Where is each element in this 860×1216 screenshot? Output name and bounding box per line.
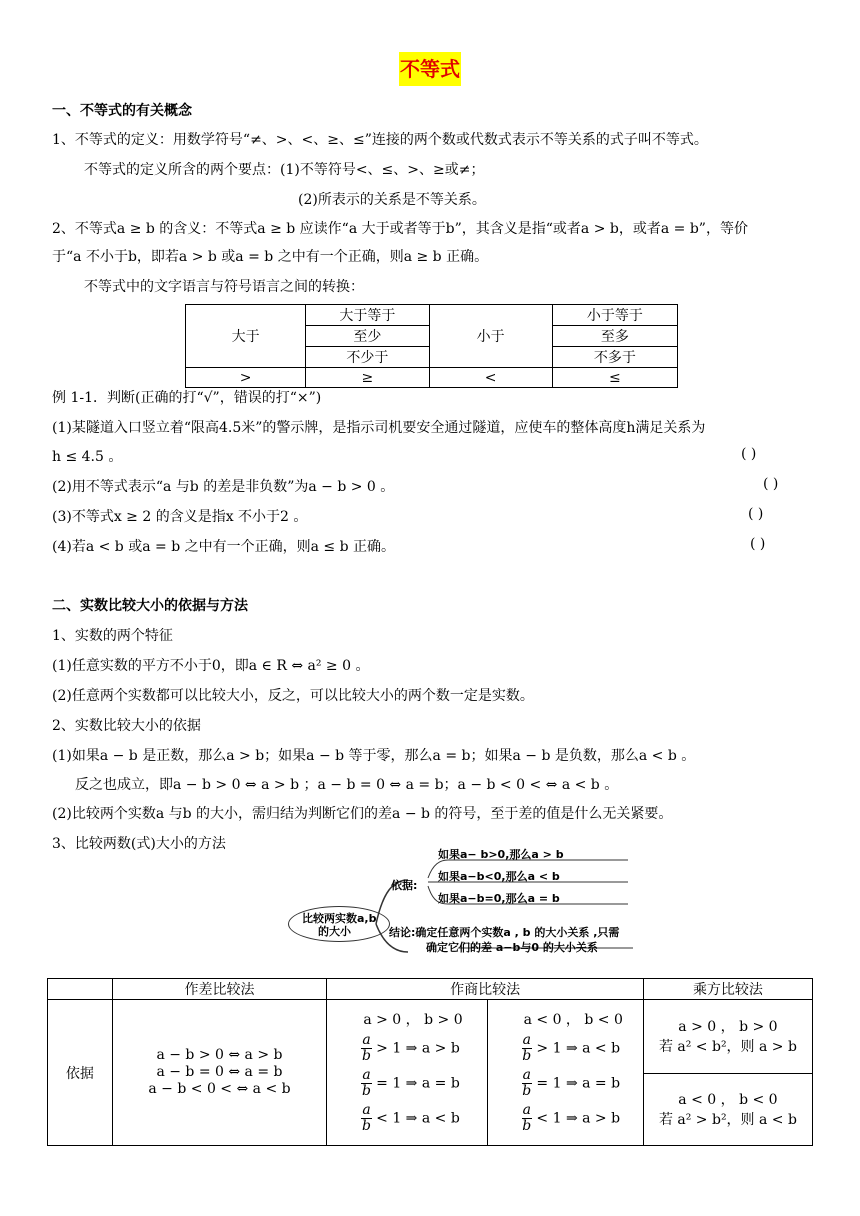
fraction (522, 1103, 532, 1134)
table-cell: < (429, 368, 552, 388)
formula-row (522, 1033, 643, 1064)
formula: a > 0 ， b > 0 (678, 1018, 778, 1035)
table-cell: 不多于 (552, 347, 677, 368)
formula: = 1 ⇒ a = b (376, 1075, 460, 1092)
table-header: 乘方比较法 (643, 979, 812, 1000)
paragraph: 2、不等式a ≥ b 的含义：不等式a ≥ b 应读作“a 大于或者等于b”，其含义是指“或者a > b，或者a = b”，等价 (52, 221, 748, 237)
denominator: b (522, 1048, 532, 1064)
mindmap-branch: 如果a− b>0,那么a > b (438, 848, 564, 861)
example-item: h ≤ 4.5 。 (52, 449, 123, 465)
formula: 若 a² > b²，则 a < b (658, 1111, 797, 1128)
formula-row (361, 1068, 486, 1099)
example-item: (3)不等式x ≥ 2 的含义是指x 不小于2 。 (52, 509, 308, 525)
formula: < 1 ⇒ a < b (376, 1110, 460, 1127)
paragraph: (1)任意实数的平方不小于0，即a ∈ R ⇔ a² ≥ 0 。 (52, 658, 370, 674)
answer-paren[interactable]: ( ) (763, 476, 779, 492)
table-cell: 小于等于 (552, 305, 677, 326)
formula: = 1 ⇒ a = b (536, 1075, 621, 1092)
table-cell: ≤ (552, 368, 677, 388)
formula-row (522, 1103, 643, 1134)
table-cell: 大于等于 (306, 305, 429, 326)
example-item: (1)某隧道入口竖立着“限高4.5米”的警示牌，是指示司机要安全通过隧道，应使车的整体高度h满足关系为 (52, 420, 706, 436)
table-cell: ≥ (306, 368, 429, 388)
paragraph: (2)所表示的关系是不等关系。 (298, 192, 486, 208)
example-title: 例 1-1．判断(正确的打“√”，错误的打“×”) (52, 390, 322, 406)
denominator: b (522, 1083, 532, 1099)
paragraph: 不等式的定义所含的两个要点：(1)不等符号<、≤、>、≥或≠； (84, 162, 485, 178)
table-cell: 大于 (186, 305, 306, 368)
language-symbol-table (185, 304, 678, 388)
numerator: a (362, 1067, 371, 1083)
table-header: 作差比较法 (112, 979, 327, 1000)
table-cell: > (186, 368, 306, 388)
formula: > 1 ⇒ a < b (536, 1040, 621, 1057)
table-cell: 至多 (552, 326, 677, 347)
numerator: a (362, 1032, 371, 1048)
answer-paren[interactable]: ( ) (750, 536, 766, 552)
formula-row (522, 1068, 643, 1099)
formula: a > 0 ， b > 0 (363, 1012, 463, 1028)
mindmap-conclusion: 确定它们的差 a−b与0 的大小关系 (426, 941, 598, 954)
numerator: a (362, 1102, 371, 1118)
numerator: a (522, 1067, 531, 1083)
mindmap (288, 848, 638, 962)
numerator: a (522, 1032, 531, 1048)
difference-method-cell (112, 1000, 327, 1146)
table-cell: 小于 (429, 305, 552, 368)
fraction (361, 1103, 371, 1134)
power-positive-cell (643, 1000, 812, 1074)
section-1-heading: 一、不等式的有关概念 (52, 103, 192, 119)
mindmap-branch: 如果a−b<0,那么a < b (438, 870, 560, 883)
formula: 若 a² < b²，则 a > b (658, 1038, 797, 1055)
formula-row (361, 1033, 486, 1064)
table-cell: 不少于 (306, 347, 429, 368)
quotient-negative-cell (487, 1000, 643, 1146)
example-item: (2)用不等式表示“a 与b 的差是非负数”为a − b > 0 。 (52, 479, 395, 495)
table-cell: 至少 (306, 326, 429, 347)
formula-row (361, 1103, 486, 1134)
formula: < 1 ⇒ a > b (536, 1110, 621, 1127)
paragraph: 1、不等式的定义：用数学符号“≠、>、<、≥、≤”连接的两个数或代数式表示不等关系的式子叫不等式。 (52, 132, 708, 148)
formula: a − b = 0 ⇔ a = b (156, 1064, 283, 1080)
formula: a − b < 0 < ⇔ a < b (148, 1081, 291, 1097)
fraction (522, 1033, 532, 1064)
formula: > 1 ⇒ a > b (376, 1040, 460, 1057)
fraction (361, 1068, 371, 1099)
denominator: b (362, 1048, 371, 1064)
mindmap-branch: 如果a−b=0,那么a = b (438, 892, 560, 905)
mindmap-center-label: 的大小 (318, 925, 351, 938)
denominator: b (362, 1118, 371, 1134)
power-negative-cell (643, 1074, 812, 1146)
table-header: 作商比较法 (327, 979, 644, 1000)
paragraph: 2、实数比较大小的依据 (52, 718, 201, 734)
paragraph: (2)比较两个实数a 与b 的大小，需归结为判断它们的差a − b 的符号，至于差的值是什么无关紧要。 (52, 806, 673, 822)
quotient-positive-cell (327, 1000, 487, 1146)
mindmap-conclusion: 结论:确定任意两个实数a , b 的大小关系 ,只需 (389, 926, 620, 939)
page-title: 不等式 (399, 52, 461, 86)
paragraph: 不等式中的文字语言与符号语言之间的转换： (84, 279, 364, 295)
paragraph: (2)任意两个实数都可以比较大小，反之，可以比较大小的两个数一定是实数。 (52, 688, 534, 704)
paragraph: 于“a 不小于b，即若a > b 或a = b 之中有一个正确，则a ≥ b 正确。 (52, 249, 489, 265)
table-row-label: 依据 (48, 1000, 113, 1146)
answer-paren[interactable]: ( ) (741, 446, 757, 462)
paragraph: 1、实数的两个特征 (52, 628, 173, 644)
formula: a − b > 0 ⇔ a > b (156, 1047, 283, 1063)
numerator: a (522, 1102, 531, 1118)
paragraph: 3、比较两数(式)大小的方法 (52, 836, 226, 852)
formula: a < 0 ， b < 0 (678, 1091, 778, 1108)
formula: a < 0 ， b < 0 (523, 1012, 623, 1028)
fraction (522, 1068, 532, 1099)
section-2-heading: 二、实数比较大小的依据与方法 (52, 598, 248, 614)
paragraph: (1)如果a − b 是正数，那么a > b；如果a − b 等于零，那么a = b；如果a − b 是负数，那么a < b 。 (52, 748, 696, 764)
answer-paren[interactable]: ( ) (748, 506, 764, 522)
mindmap-basis-label: 依据: (391, 879, 418, 892)
table-cell (48, 979, 113, 1000)
mindmap-center-label: 比较两实数a,b (302, 912, 377, 925)
comparison-methods-table (47, 978, 813, 1146)
denominator: b (362, 1083, 371, 1099)
example-item: (4)若a < b 或a = b 之中有一个正确，则a ≤ b 正确。 (52, 539, 395, 555)
paragraph: 反之也成立，即a − b > 0 ⇔ a > b ；a − b = 0 ⇔ a = b；a − b < 0 < ⇔ a < b 。 (75, 777, 619, 793)
denominator: b (522, 1118, 532, 1134)
fraction (361, 1033, 371, 1064)
